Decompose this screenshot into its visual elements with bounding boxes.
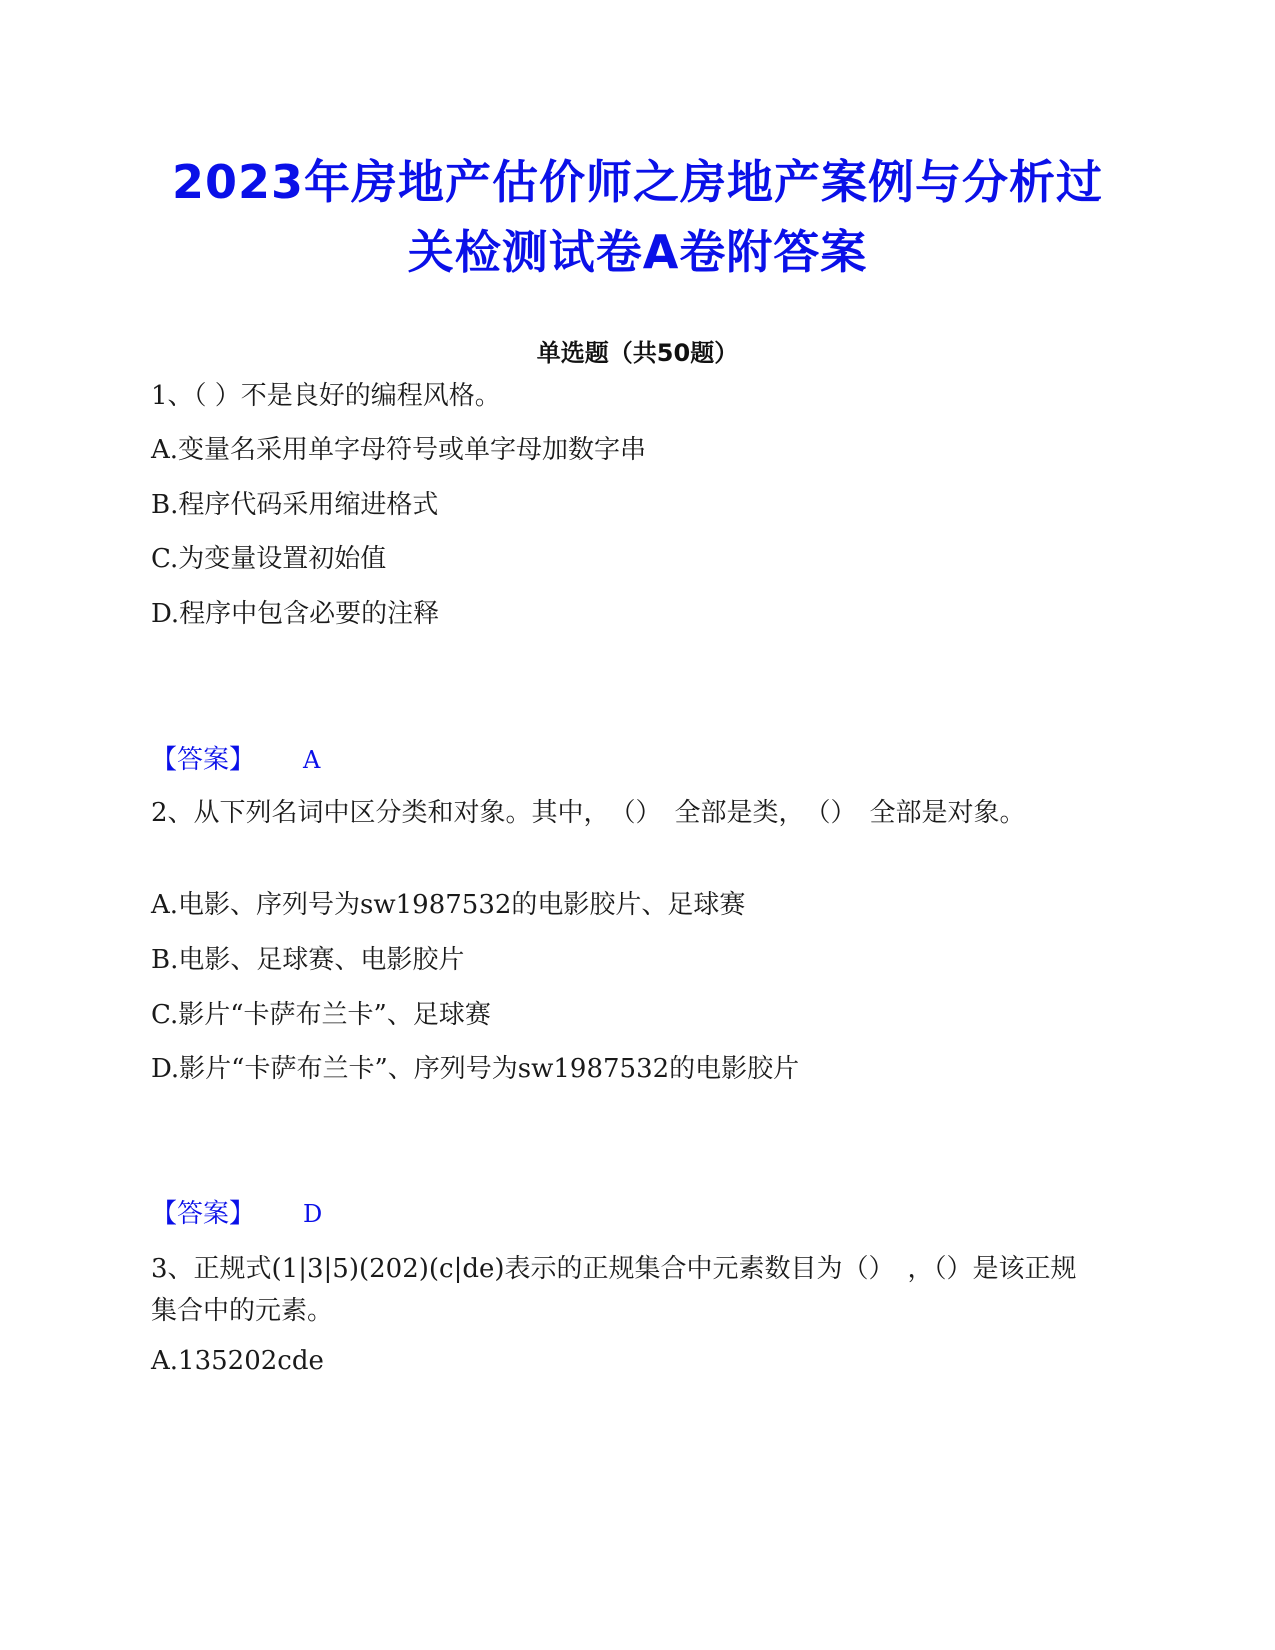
answer-label: 【答案】 [151, 1199, 256, 1229]
answer-value: D [303, 1200, 323, 1228]
question-2-stem: 2、从下列名词中区分类和对象。其中， （） 全部是类， （） 全部是对象。 [151, 798, 1026, 828]
question-3-stem: 3、正规式(1|3|5)(202)(c|de)表示的正规集合中元素数目为（） ，（）是该正规集合中的元素。 [151, 1254, 1077, 1326]
question-1-stem: 1、（ ）不是良好的编程风格。 [151, 381, 501, 411]
document-title-line-1: 2023年房地产估价师之房地产案例与分析过 [171, 155, 1104, 209]
question-2-option-c: C.影片“卡萨布兰卡”、足球赛 [151, 1000, 491, 1030]
question-2-option-d: D.影片“卡萨布兰卡”、序列号为sw1987532的电影胶片 [151, 1054, 800, 1084]
question-1-option-d: D.程序中包含必要的注释 [151, 599, 440, 629]
question-2-option-a: A.电影、序列号为sw1987532的电影胶片、足球赛 [151, 890, 746, 920]
answer-value: A [303, 746, 321, 774]
question-1-option-a: A.变量名采用单字母符号或单字母加数字串 [151, 435, 647, 465]
question-2-answer [151, 1196, 322, 1232]
question-1-option-c: C.为变量设置初始值 [151, 544, 387, 574]
section-heading: 单选题（共50题） [536, 339, 739, 367]
question-1-option-b: B.程序代码采用缩进格式 [151, 490, 439, 520]
question-2-option-b: B.电影、足球赛、电影胶片 [151, 945, 465, 975]
question-3-option-a: A.135202cde [151, 1346, 324, 1376]
document-title-line-2: 关检测试卷A卷附答案 [407, 225, 868, 279]
question-1-answer [151, 742, 320, 778]
answer-label: 【答案】 [151, 745, 256, 775]
